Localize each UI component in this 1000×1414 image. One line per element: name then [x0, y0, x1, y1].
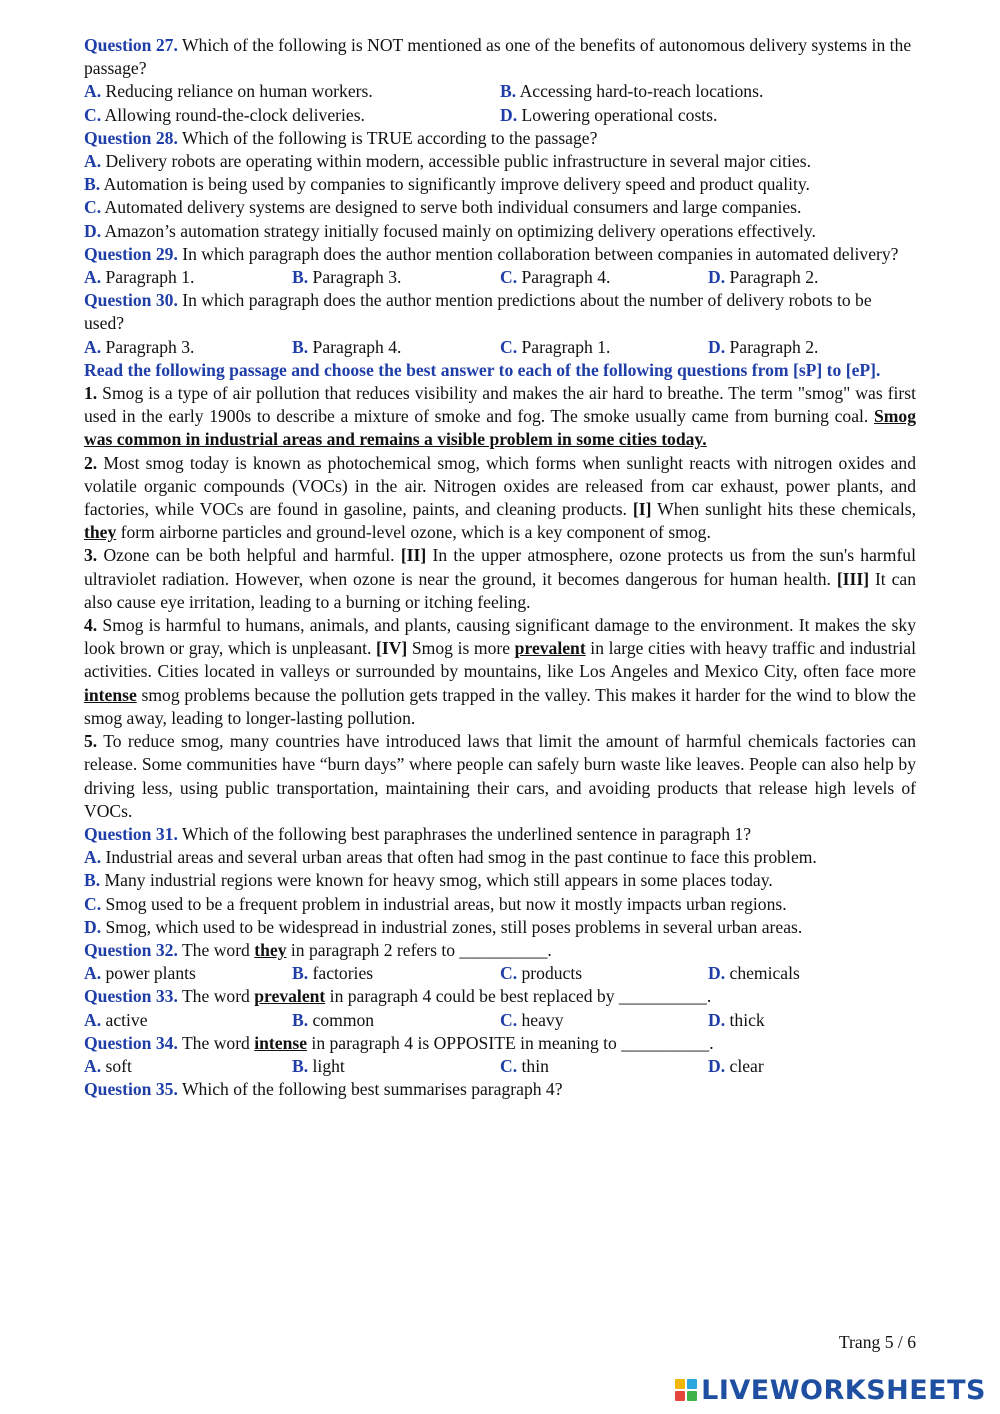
option-c[interactable]: C. heavy: [500, 1009, 564, 1030]
option-c[interactable]: C. thin: [500, 1055, 549, 1076]
option-b[interactable]: B. Accessing hard-to-reach locations.: [500, 81, 764, 102]
option-d[interactable]: D. Paragraph 2.: [708, 336, 819, 357]
option-b[interactable]: B. Paragraph 3.: [292, 267, 402, 288]
option-d[interactable]: D. Amazon’s automation strategy initially focused mainly on optimizing delivery operations effectively.: [84, 220, 816, 241]
options-row: [84, 266, 916, 289]
option-c[interactable]: C. Automated delivery systems are designed to serve both individual consumers and large companies.: [84, 197, 802, 218]
worksheet-page: [84, 34, 916, 1101]
options-row: [84, 104, 916, 127]
logo-square: [687, 1379, 697, 1389]
insertion-mark: [III]: [836, 568, 870, 589]
question-31: Question 31. Which of the following best paraphrases the underlined sentence in paragraph 1?: [84, 823, 752, 844]
option-a[interactable]: A. Paragraph 3.: [84, 336, 195, 357]
option-b[interactable]: B. factories: [292, 963, 374, 984]
option-b[interactable]: B. light: [292, 1055, 345, 1076]
page-number: Trang 5 / 6: [838, 1332, 916, 1352]
option-d[interactable]: D. Lowering operational costs.: [500, 104, 718, 125]
question-29: Question 29. In which paragraph does the author mention collaboration between companies in automated delivery?: [84, 243, 899, 264]
paragraph-2: 2. Most smog today is known as photochemical smog, which forms when sunlight reacts with nitrogen oxides and volatile organic compounds (VOCs) in the air. Nitrogen oxides are released from car exhaust, power plants, and factories, while VOCs are found in gasoline, paints, and cleaning products. [I] When sunlight hits these chemicals, they form airborne particles and ground-level ozone, which is a key component of smog.: [84, 452, 916, 543]
option-c[interactable]: C. Paragraph 4.: [500, 267, 611, 288]
option-a[interactable]: A. soft: [84, 1055, 132, 1076]
logo-square: [675, 1391, 685, 1401]
option-a[interactable]: A. power plants: [84, 963, 196, 984]
paragraph-1: 1. Smog is a type of air pollution that reduces visibility and makes the air hard to breathe. The term "smog" was first used in the early 1900s to describe a mixture of smoke and fog. The smoke usually came from burning coal. Smog was common in industrial areas and remains a visible problem in some cities today.: [84, 383, 916, 450]
paragraph-5: 5. To reduce smog, many countries have introduced laws that limit the amount of harmful chemicals factories can release. Some communities have “burn days” where people can safely burn waste like leaves. People can also help by driving less, using public transportation, maintaining their cars, and avoiding products that release high levels of VOCs.: [84, 731, 916, 821]
question-33: Question 33. The word prevalent in paragraph 4 could be best replaced by __________.: [84, 986, 712, 1007]
options-row: [84, 962, 916, 985]
option-d[interactable]: D. chemicals: [708, 963, 800, 984]
question-text: Which of the following is NOT mentioned as one of the benefits of autonomous delivery systems in the passage?: [84, 35, 912, 79]
question-28: Question 28. Which of the following is TRUE according to the passage?: [84, 127, 598, 148]
option-b[interactable]: B. Paragraph 4.: [292, 336, 402, 357]
underlined-word: they: [84, 522, 117, 543]
insertion-mark: [I]: [632, 499, 652, 520]
option-c[interactable]: C. Paragraph 1.: [500, 336, 611, 357]
option-d[interactable]: D. Smog, which used to be widespread in industrial zones, still poses problems in several urban areas.: [84, 916, 803, 937]
liveworksheets-logo[interactable]: [675, 1373, 986, 1407]
question-number: Question 27.: [84, 35, 178, 55]
logo-mark-icon: [675, 1379, 697, 1401]
underlined-sentence: Smog was common in industrial areas and remains a visible problem in some cities today.: [84, 406, 916, 450]
option-b[interactable]: B. common: [292, 1009, 375, 1030]
options-row: [84, 80, 916, 103]
option-b[interactable]: B. Many industrial regions were known for heavy smog, which still appears in some places today.: [84, 870, 773, 891]
question-35: Question 35. Which of the following best summarises paragraph 4?: [84, 1079, 563, 1100]
underlined-word: intense: [84, 684, 137, 705]
question-32: Question 32. The word they in paragraph 2 refers to __________.: [84, 939, 552, 960]
option-a[interactable]: A. active: [84, 1009, 148, 1030]
option-a[interactable]: A. Paragraph 1.: [84, 267, 195, 288]
option-c[interactable]: C. Allowing round-the-clock deliveries.: [84, 104, 365, 125]
question-34: Question 34. The word intense in paragraph 4 is OPPOSITE in meaning to __________.: [84, 1032, 714, 1053]
underlined-word: prevalent: [514, 638, 586, 659]
options-row: [84, 1009, 916, 1032]
paragraph-4: 4. Smog is harmful to humans, animals, and plants, causing significant damage to the environment. It makes the sky look brown or gray, which is unpleasant. [IV] Smog is more prevalent in large cities with heavy traffic and industrial activities. Cities located in valleys or surrounded by mountains, like Los Angeles and Mexico City, often face more intense smog problems because the pollution gets trapped in the valley. This makes it harder for the wind to blow the smog away, leading to longer-lasting pollution.: [84, 615, 916, 728]
option-a[interactable]: A. Delivery robots are operating within modern, accessible public infrastructure in several major cities.: [84, 151, 811, 172]
insertion-mark: [IV]: [376, 638, 408, 659]
option-d[interactable]: D. clear: [708, 1055, 764, 1076]
option-c[interactable]: C. products: [500, 963, 583, 984]
passage-instruction: Read the following passage and choose the best answer to each of the following questions from [sP] to [eP].: [84, 359, 881, 380]
logo-text: LIVEWORKSHEETS: [701, 1374, 986, 1406]
logo-square: [687, 1391, 697, 1401]
logo-square: [675, 1379, 685, 1389]
question-30: Question 30. In which paragraph does the author mention predictions about the number of delivery robots to be used?: [84, 290, 872, 334]
option-c[interactable]: C. Smog used to be a frequent problem in industrial areas, but now it mostly impacts urban regions.: [84, 893, 787, 914]
option-a[interactable]: A. Industrial areas and several urban areas that often had smog in the past continue to face this problem.: [84, 847, 817, 868]
insertion-mark: [II]: [400, 545, 427, 566]
options-row: [84, 336, 916, 359]
option-d[interactable]: D. Paragraph 2.: [708, 267, 819, 288]
option-d[interactable]: D. thick: [708, 1009, 765, 1030]
question-27: [84, 34, 916, 80]
option-b[interactable]: B. Automation is being used by companies to significantly improve delivery speed and product quality.: [84, 174, 810, 195]
option-a[interactable]: A. Reducing reliance on human workers.: [84, 81, 373, 102]
options-row: [84, 1055, 916, 1078]
paragraph-3: 3. Ozone can be both helpful and harmful. [II] In the upper atmosphere, ozone protects us from the sun's harmful ultraviolet radiation. However, when ozone is near the ground, it becomes dangerous for human health. [III] It can also cause eye irritation, leading to a burning or itching feeling.: [84, 545, 916, 612]
